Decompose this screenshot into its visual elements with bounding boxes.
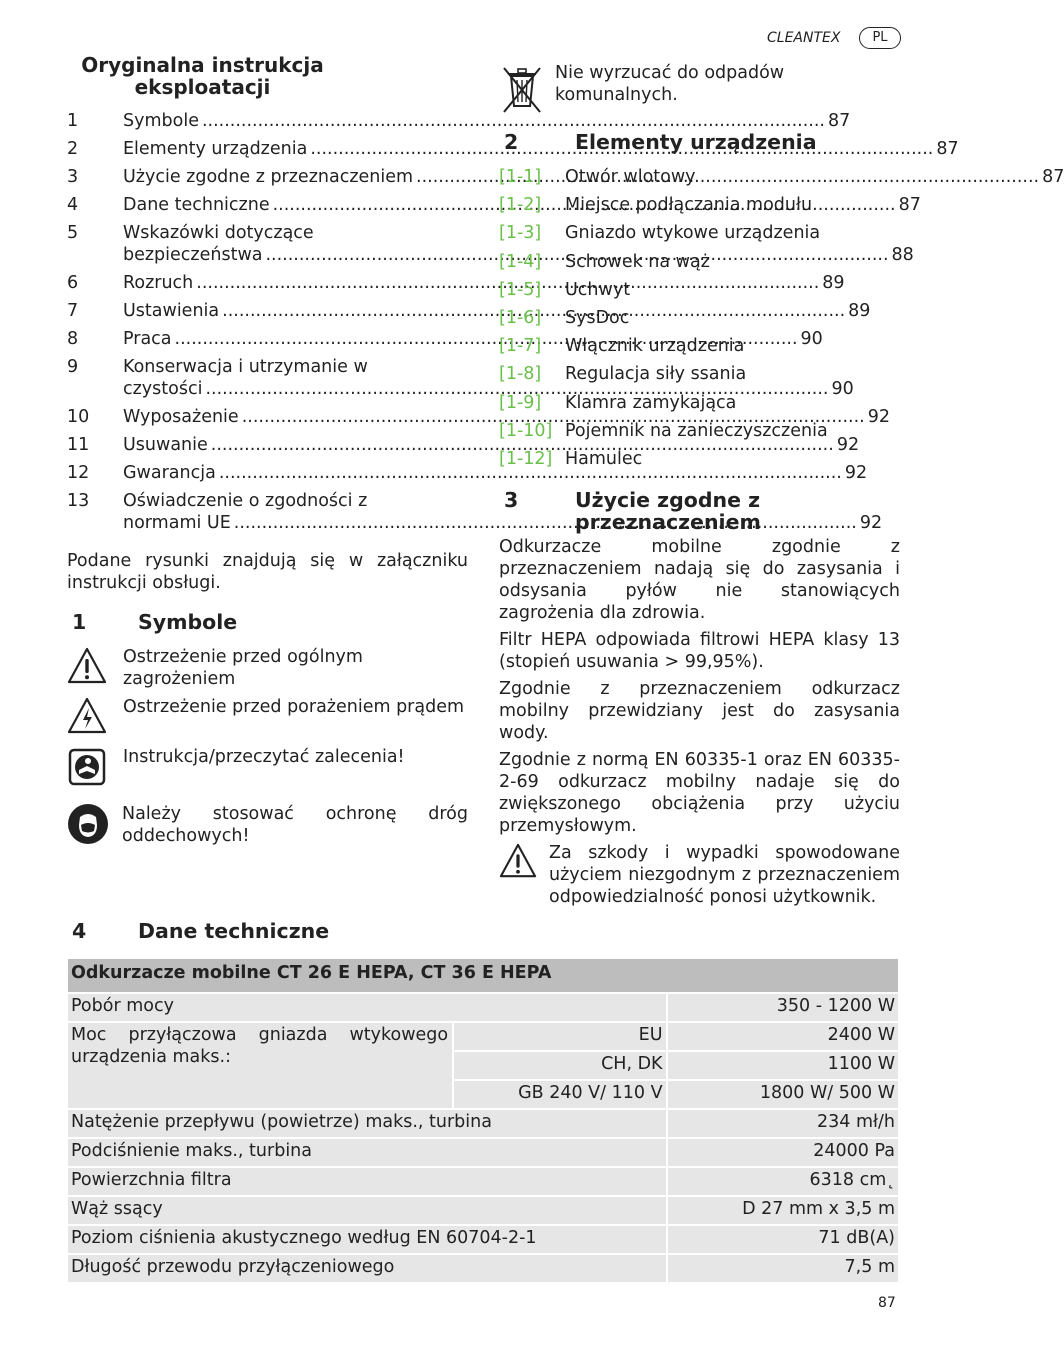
title-line-2: eksploatacji [134,75,271,99]
paragraph: Zgodnie z przeznaczeniem odkurzacz mobilny przewidziany jest do zasysania wody. [499,679,900,743]
toc-number: 11 [67,435,90,455]
toc-page: 89 [848,301,871,321]
part-reference: [1-12] [499,448,553,469]
toc-page: 90 [800,329,823,349]
brand-label: CLEANTEX [767,30,841,46]
list-item [499,335,900,357]
row-value: 234 mł/h [667,1109,899,1138]
part-label: Gniazdo wtykowe urządzenia [565,223,821,244]
part-label: Otwór wlotowy [565,167,696,187]
part-reference: [1-8] [499,364,542,385]
parts-list [499,166,900,476]
warning-text: Za szkody i wypadki spowodowane użyciem niezgodnym z przeznaczeniem odpowiedzialność ponosi użytkownik. [549,843,900,907]
toc-label: Konserwacja i utrzymanie w [123,357,368,377]
table-header-row [67,958,899,993]
toc-label: Użycie zgodne z przeznaczeniem [123,167,414,187]
table-row [67,1022,899,1051]
section-title: Dane techniczne [138,919,330,943]
paragraph: Zgodnie z normą EN 60335-1 oraz EN 60335-2-69 odkurzacz mobilny nadaje się do zwiększonego obciążenia przy użyciu przemysłowym. [499,750,900,836]
part-label: Włącznik urządzenia [565,336,745,357]
table-title: Odkurzacze mobilne CT 26 E HEPA, CT 36 E HEPA [67,958,899,993]
part-reference: [1-1] [499,167,542,187]
section-3-heading [499,489,900,533]
respirator-mask-icon [67,803,122,845]
table-row [67,1254,899,1283]
row-label: Wąż ssący [67,1196,667,1225]
part-label: Uchwyt [565,279,631,300]
part-reference: [1-7] [499,336,542,357]
row-label: Poziom ciśnienia akustycznego według EN 60704-2-1 [67,1225,667,1254]
toc-label: Elementy urządzenia [123,139,308,159]
toc-number: 7 [67,301,79,321]
part-reference: [1-5] [499,279,542,300]
section-title: Symbole [138,610,238,634]
section-number: 1 [72,610,87,634]
part-reference: [1-4] [499,251,542,272]
toc-label: Dane techniczne [123,195,270,215]
section-title: Elementy urządzenia [575,130,817,154]
symbol-text: Ostrzeżenie przed ogólnym zagrożeniem [123,647,363,689]
row-value: 2400 W [667,1022,899,1051]
toc-number: 2 [67,139,79,159]
toc-page: 87 [828,111,851,131]
symbol-text: Należy stosować ochronę dróg oddechowych! [122,804,468,846]
table-row [67,1225,899,1254]
section-title-line-2: przeznaczeniem [575,510,761,534]
intended-use-text [499,536,900,908]
section-2-heading [499,131,900,153]
row-region: CH, DK [453,1051,666,1080]
list-item [499,166,900,188]
toc-label: Gwarancja [123,463,216,483]
section-title [575,489,761,533]
paragraph: Odkurzacze mobilne zgodnie z przeznaczeniem nadają się do zasysania i odsysania pyłów nie stanowiących zagrożenia dla zdrowia. [499,537,900,623]
toc-label: Ustawienia [123,301,220,321]
toc-label: Wyposażenie [123,407,239,427]
row-value: 1100 W [667,1051,899,1080]
toc-number: 8 [67,329,79,349]
row-value: D 27 mm x 3,5 m [667,1196,899,1225]
electric-hazard-icon [67,696,123,736]
row-label: Długość przewodu przyłączeniowego [67,1254,667,1283]
toc-label: Symbole [123,111,199,131]
toc-page: 92 [836,435,860,455]
row-label: Natężenie przepływu (powietrze) maks., turbina [67,1109,667,1138]
toc-entry [67,462,868,484]
part-label: SysDoc [565,307,630,328]
toc-label: bezpieczeństwa [123,245,263,265]
table-row [67,1167,899,1196]
document-title [65,54,340,98]
part-label: Pojemnik na zanieczyszczenia [565,420,828,441]
toc-entry [67,406,890,428]
toc-label: Praca [123,329,172,349]
drawings-note: Podane rysunki znajdują się w załączniku instrukcji obsługi. [67,551,468,593]
table-row [67,1109,899,1138]
toc-page: 87 [898,195,921,215]
part-reference: [1-10] [499,420,553,441]
part-label: Schowek na wąż [565,251,710,272]
row-label: Powierzchnia filtra [67,1167,667,1196]
section-4-heading [67,920,667,942]
read-manual-icon [67,746,123,786]
part-reference: [1-2] [499,195,542,216]
misuse-warning [499,842,900,908]
part-reference: [1-3] [499,223,542,244]
row-label: Moc przyłączowa gniazda wtykowego urządzenia maks.: [67,1022,453,1109]
part-reference: [1-6] [499,307,542,328]
symbol-text: Instrukcja/przeczytać zalecenia! [123,747,405,767]
crossed-bin-icon [499,62,555,114]
toc-page: 90 [831,379,854,399]
toc-page: 89 [822,273,845,293]
toc-number: 10 [67,407,90,427]
toc-number: 9 [67,357,79,377]
table-row [67,1196,899,1225]
list-item [499,448,900,470]
list-item [499,363,900,385]
toc-number: 5 [67,223,79,243]
toc-entry [67,110,851,132]
technical-data-table [66,957,900,1284]
row-value: 71 dB(A) [667,1225,899,1254]
list-item [499,251,900,273]
page-number: 87 [878,1295,896,1311]
toc-label: normami UE [123,513,231,533]
toc-number: 3 [67,167,79,187]
toc-number: 6 [67,273,79,293]
warning-triangle-icon [67,646,123,686]
row-label: Pobór mocy [67,993,667,1022]
toc-label: Rozruch [123,273,194,293]
toc-label: Oświadczenie o zgodności z [123,491,368,511]
section-number: 2 [504,130,519,154]
part-label: Miejsce podłączania modułu [565,195,813,216]
section-number: 4 [72,919,87,943]
part-label: Hamulec [565,448,643,469]
list-item [499,194,900,216]
toc-number: 1 [67,111,79,131]
toc-label: Usuwanie [123,435,208,455]
toc-page: 92 [859,513,883,533]
toc-page: 87 [936,139,959,159]
toc-label: Wskazówki dotyczące [123,223,314,243]
list-item [499,392,900,414]
row-value: 1800 W/ 500 W [667,1080,899,1109]
row-value: 7,5 m [667,1254,899,1283]
toc-entry [67,138,959,160]
row-value: 350 - 1200 W [667,993,899,1022]
symbol-disposal [499,62,900,114]
symbol-general-warning [67,646,468,690]
row-label: Podciśnienie maks., turbina [67,1138,667,1167]
row-value: 6318 cm˛ [667,1167,899,1196]
toc-number: 13 [67,491,90,511]
symbol-text: Ostrzeżenie przed porażeniem prądem [123,697,465,717]
warning-triangle-icon [499,842,549,880]
toc-number: 4 [67,195,79,215]
row-value: 24000 Pa [667,1138,899,1167]
toc-page: 92 [844,463,868,483]
symbol-electric-warning [67,696,468,736]
toc-label: czystości [123,379,203,399]
paragraph: Filtr HEPA odpowiada filtrowi HEPA klasy 13 (stopień usuwania > 99,95%). [499,630,900,672]
part-label: Regulacja siły ssania [565,364,747,385]
list-item [499,279,900,301]
title-line-1: Oryginalna instrukcja [81,53,324,77]
section-1-heading [67,611,468,633]
section-number: 3 [504,488,519,512]
symbol-respiratory [67,803,468,847]
row-region: GB 240 V/ 110 V [453,1080,666,1109]
part-reference: [1-9] [499,392,542,413]
list-item [499,222,900,244]
toc-page: 87 [1042,167,1064,187]
row-region: EU [453,1022,666,1051]
toc-number: 12 [67,463,90,483]
toc-page: 88 [891,245,914,265]
list-item [499,307,900,329]
symbol-read-instructions [67,746,468,786]
section-title-line-1: Użycie zgodne z [575,488,761,512]
part-label: Klamra zamykająca [565,392,737,413]
symbol-text: Nie wyrzucać do odpadów komunalnych. [555,63,785,105]
list-item [499,420,900,442]
language-badge: PL [859,27,901,49]
table-row [67,1138,899,1167]
table-row [67,993,899,1022]
toc-entry [67,434,860,456]
toc-page: 92 [867,407,890,427]
